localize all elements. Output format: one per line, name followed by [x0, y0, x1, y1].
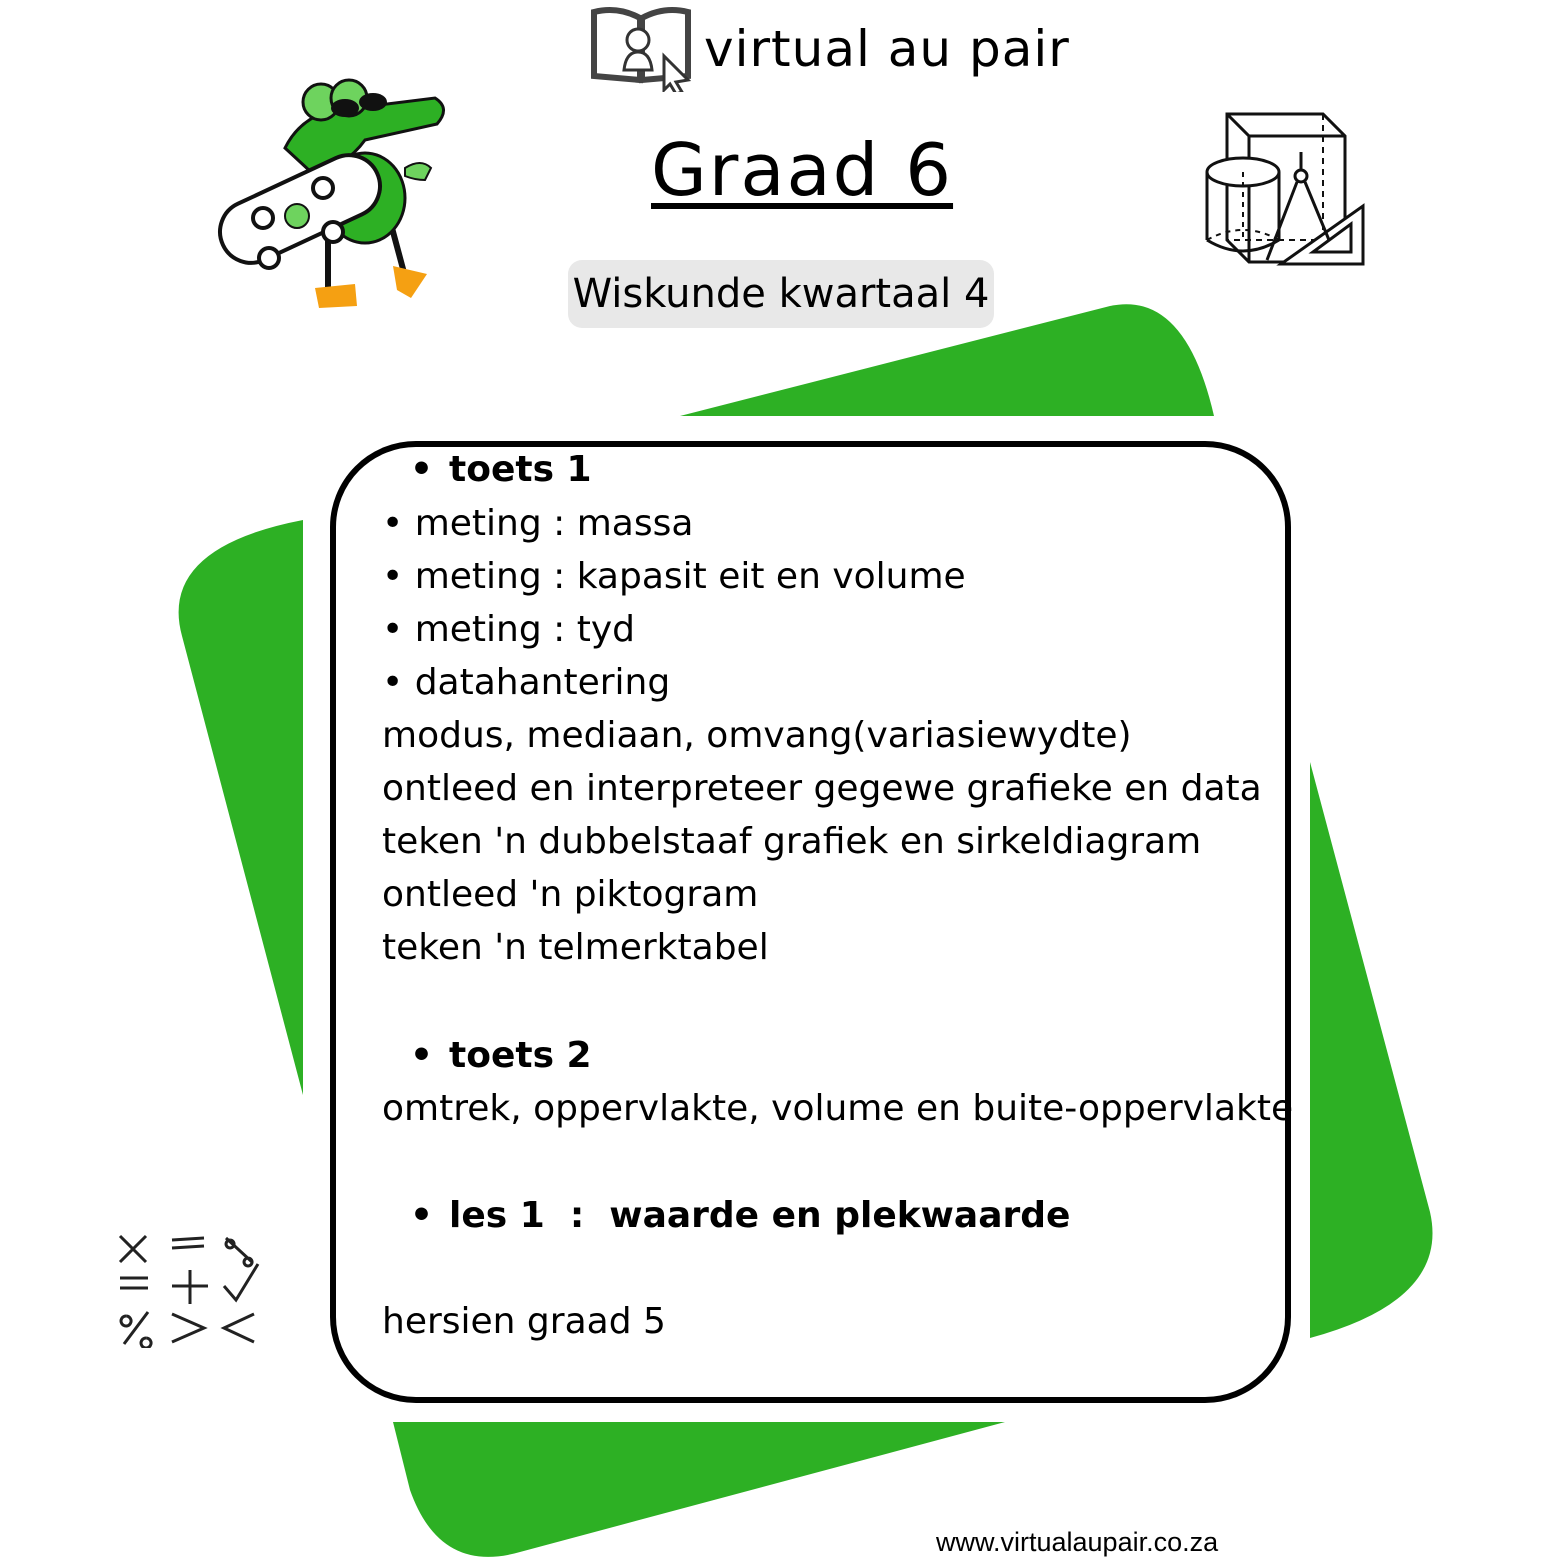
brand-name: virtual au pair [704, 20, 1070, 78]
brand [590, 6, 1070, 92]
content-line: omtrek, oppervlakte, volume en buite-oppervlakte [382, 1088, 1294, 1129]
content-line: hersien graad 5 [382, 1301, 666, 1342]
footer-url[interactable]: www.virtualaupair.co.za [936, 1527, 1219, 1557]
content-line: teken 'n dubbelstaaf grafiek en sirkeldiagram [382, 821, 1202, 862]
content-line: modus, mediaan, omvang(variasiewydte) [382, 715, 1132, 756]
content-line: ontleed 'n piktogram [382, 874, 759, 915]
section-heading: • toets 1 [410, 449, 592, 490]
list-item: • meting : kapasit eit en volume [382, 556, 966, 597]
math-symbols-icon [112, 1228, 262, 1348]
content-line: ontleed en interpreteer gegewe grafieke en data [382, 768, 1262, 809]
content-line: teken 'n telmerktabel [382, 927, 769, 968]
content-card [330, 441, 1294, 1403]
book-teacher-icon [590, 6, 698, 92]
crocodile-skateboard-icon [215, 68, 455, 313]
list-item: • meting : massa [382, 503, 694, 544]
geometry-shapes-icon [1205, 112, 1367, 268]
subtitle-badge [568, 260, 994, 328]
subtitle: Wiskunde kwartaal 4 [572, 271, 990, 317]
list-item: • meting : tyd [382, 609, 635, 650]
section-heading: • les 1 : waarde en plekwaarde [410, 1195, 1071, 1236]
section-heading: • toets 2 [410, 1035, 592, 1076]
page-title: Graad 6 [651, 128, 954, 212]
list-item: • datahantering [382, 662, 671, 703]
